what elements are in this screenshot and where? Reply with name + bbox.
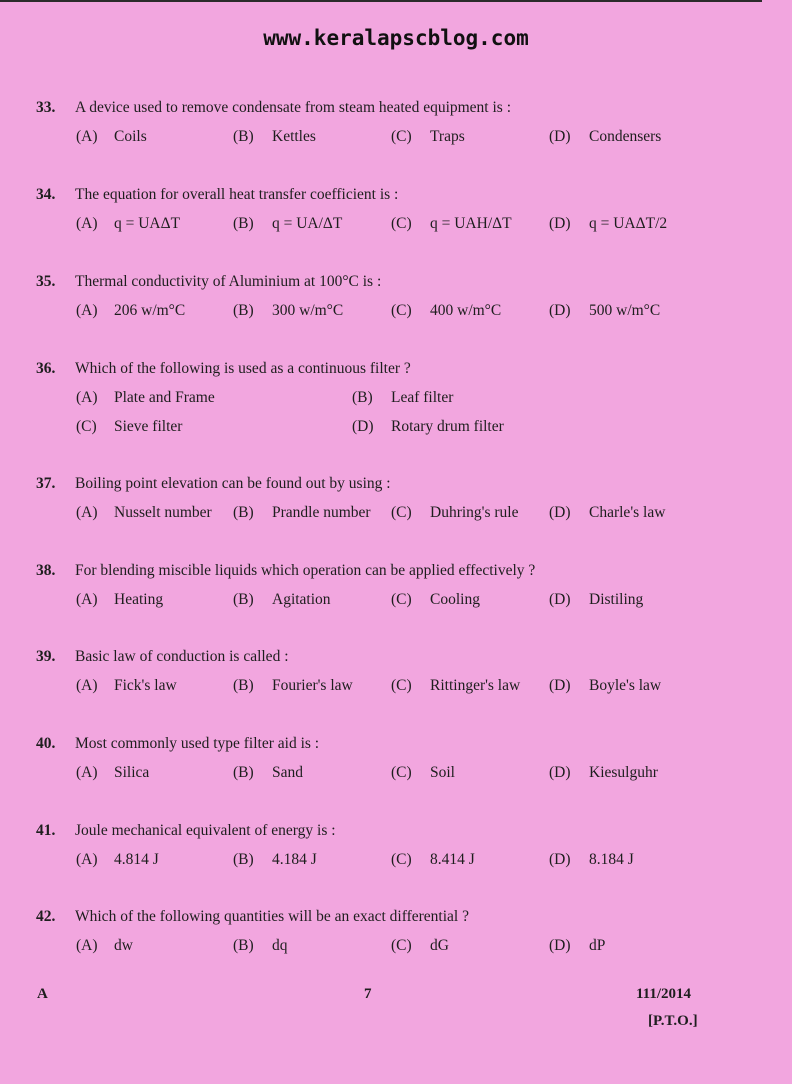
option-text: Agitation	[272, 591, 331, 608]
question-33	[0, 99, 792, 157]
options-row	[0, 504, 792, 533]
option-c	[391, 764, 455, 782]
question-35	[0, 273, 792, 331]
option-letter: (B)	[233, 937, 254, 954]
option-text: 4.814 J	[114, 851, 159, 868]
option-d	[549, 677, 662, 695]
question-39	[0, 648, 792, 706]
option-text: Duhring's rule	[430, 504, 519, 521]
question-42	[0, 908, 792, 966]
option-d	[549, 591, 644, 609]
option-text: q = UAΔT	[114, 215, 181, 232]
question-text: Thermal conductivity of Aluminium at 100°C is :	[75, 273, 382, 290]
option-text: Distiling	[589, 591, 644, 608]
option-letter: (B)	[233, 591, 254, 608]
option-a	[76, 764, 150, 782]
option-letter: (D)	[549, 128, 571, 145]
options-row	[0, 389, 792, 418]
option-c	[391, 504, 519, 522]
option-letter: (D)	[549, 302, 571, 319]
option-letter: (D)	[549, 764, 571, 781]
option-letter: (C)	[391, 677, 412, 694]
option-letter: (D)	[549, 937, 571, 954]
option-letter: (C)	[391, 851, 412, 868]
question-number: 34.	[36, 186, 56, 203]
question-number: 39.	[36, 648, 56, 665]
options-row	[0, 591, 792, 620]
option-text: 300 w/m°C	[272, 302, 344, 319]
option-a	[76, 851, 159, 869]
question-41	[0, 822, 792, 880]
option-b	[233, 851, 317, 869]
option-b	[233, 764, 303, 782]
option-d	[549, 764, 658, 782]
question-37	[0, 475, 792, 533]
options-row	[0, 302, 792, 331]
question-34	[0, 186, 792, 244]
option-letter: (B)	[233, 677, 254, 694]
option-a	[76, 937, 133, 955]
series-label: A	[37, 986, 48, 1002]
options-row	[0, 677, 792, 706]
option-letter: (A)	[76, 302, 98, 319]
option-text: Plate and Frame	[114, 389, 215, 406]
option-c	[391, 215, 512, 233]
option-b	[233, 677, 353, 695]
option-a	[76, 591, 164, 609]
option-a	[76, 677, 177, 695]
option-b	[233, 215, 343, 233]
top-border-line	[0, 0, 762, 2]
question-text: The equation for overall heat transfer coefficient is :	[75, 186, 399, 203]
question-number: 38.	[36, 562, 56, 579]
option-letter: (A)	[76, 764, 98, 781]
option-d	[549, 937, 606, 955]
option-text: Prandle number	[272, 504, 371, 521]
option-text: Soil	[430, 764, 455, 781]
question-text: A device used to remove condensate from steam heated equipment is :	[75, 99, 512, 116]
option-text: Rotary drum filter	[391, 418, 504, 435]
option-letter: (C)	[391, 937, 412, 954]
option-b	[233, 504, 371, 522]
option-text: Charle's law	[589, 504, 666, 521]
option-text: Boyle's law	[589, 677, 662, 694]
question-number: 37.	[36, 475, 56, 492]
site-watermark: www.keralapscblog.com	[263, 26, 529, 50]
option-text: Kettles	[272, 128, 316, 145]
question-text: Joule mechanical equivalent of energy is :	[75, 822, 336, 839]
option-letter: (B)	[352, 389, 373, 406]
question-38	[0, 562, 792, 620]
option-letter: (A)	[76, 937, 98, 954]
option-text: Nusselt number	[114, 504, 212, 521]
option-text: q = UA/ΔT	[272, 215, 343, 232]
option-text: Coils	[114, 128, 147, 145]
option-letter: (D)	[549, 504, 571, 521]
option-text: Traps	[430, 128, 465, 145]
option-letter: (C)	[391, 302, 412, 319]
question-number: 33.	[36, 99, 56, 116]
page-number: 7	[364, 986, 372, 1002]
question-number: 35.	[36, 273, 56, 290]
option-letter: (D)	[352, 418, 374, 435]
option-text: 8.414 J	[430, 851, 475, 868]
option-d	[352, 418, 504, 436]
option-letter: (C)	[391, 764, 412, 781]
option-c	[391, 128, 465, 146]
option-text: Kiesulguhr	[589, 764, 658, 781]
option-b	[233, 302, 344, 320]
option-d	[549, 215, 668, 233]
options-row	[0, 764, 792, 793]
option-d	[549, 128, 662, 146]
option-letter: (B)	[233, 302, 254, 319]
option-letter: (C)	[391, 504, 412, 521]
option-letter: (C)	[391, 128, 412, 145]
question-number: 36.	[36, 360, 56, 377]
option-text: Leaf filter	[391, 389, 454, 406]
option-letter: (A)	[76, 677, 98, 694]
question-36	[0, 360, 792, 447]
question-number: 40.	[36, 735, 56, 752]
option-text: Silica	[114, 764, 150, 781]
question-text: Basic law of conduction is called :	[75, 648, 289, 665]
option-text: 400 w/m°C	[430, 302, 502, 319]
option-letter: (A)	[76, 504, 98, 521]
option-letter: (D)	[549, 591, 571, 608]
option-text: 4.184 J	[272, 851, 317, 868]
option-letter: (B)	[233, 504, 254, 521]
options-row	[0, 937, 792, 966]
option-text: Sieve filter	[114, 418, 183, 435]
option-a	[76, 128, 147, 146]
option-text: Sand	[272, 764, 303, 781]
option-c	[391, 677, 521, 695]
option-letter: (B)	[233, 128, 254, 145]
question-text: Boiling point elevation can be found out by using :	[75, 475, 391, 492]
option-b	[352, 389, 454, 407]
option-c	[391, 937, 449, 955]
options-row	[0, 851, 792, 880]
option-d	[549, 504, 666, 522]
option-text: dw	[114, 937, 133, 954]
option-letter: (B)	[233, 764, 254, 781]
option-text: dG	[430, 937, 449, 954]
option-text: 206 w/m°C	[114, 302, 186, 319]
option-b	[233, 128, 316, 146]
option-text: Heating	[114, 591, 164, 608]
pto-label: [P.T.O.]	[648, 1013, 698, 1029]
question-text: Most commonly used type filter aid is :	[75, 735, 320, 752]
option-letter: (A)	[76, 389, 98, 406]
options-row	[0, 215, 792, 244]
option-a	[76, 215, 181, 233]
option-letter: (A)	[76, 591, 98, 608]
option-text: Fourier's law	[272, 677, 353, 694]
option-letter: (D)	[549, 215, 571, 232]
question-text: For blending miscible liquids which operation can be applied effectively ?	[75, 562, 536, 579]
option-text: q = UAH/ΔT	[430, 215, 512, 232]
question-text: Which of the following quantities will be an exact differential ?	[75, 908, 469, 925]
option-letter: (C)	[76, 418, 97, 435]
option-letter: (A)	[76, 128, 98, 145]
option-text: Condensers	[589, 128, 662, 145]
option-text: Fick's law	[114, 677, 177, 694]
option-letter: (B)	[233, 215, 254, 232]
option-text: dq	[272, 937, 288, 954]
question-number: 41.	[36, 822, 56, 839]
option-c	[391, 851, 475, 869]
option-letter: (D)	[549, 677, 571, 694]
option-a	[76, 302, 186, 320]
option-c	[76, 418, 183, 436]
option-text: q = UAΔT/2	[589, 215, 668, 232]
option-text: 8.184 J	[589, 851, 634, 868]
option-text: dP	[589, 937, 606, 954]
question-number: 42.	[36, 908, 56, 925]
option-d	[549, 302, 661, 320]
option-text: 500 w/m°C	[589, 302, 661, 319]
option-a	[76, 389, 215, 407]
options-row	[0, 418, 792, 447]
question-text: Which of the following is used as a continuous filter ?	[75, 360, 411, 377]
option-letter: (C)	[391, 591, 412, 608]
option-c	[391, 302, 502, 320]
option-text: Cooling	[430, 591, 480, 608]
option-d	[549, 851, 634, 869]
option-a	[76, 504, 212, 522]
option-text: Rittinger's law	[430, 677, 521, 694]
question-40	[0, 735, 792, 793]
question-paper-code: 111/2014	[636, 986, 692, 1002]
option-letter: (A)	[76, 215, 98, 232]
option-letter: (B)	[233, 851, 254, 868]
option-letter: (C)	[391, 215, 412, 232]
option-letter: (D)	[549, 851, 571, 868]
option-b	[233, 937, 288, 955]
option-c	[391, 591, 480, 609]
option-b	[233, 591, 331, 609]
option-letter: (A)	[76, 851, 98, 868]
options-row	[0, 128, 792, 157]
